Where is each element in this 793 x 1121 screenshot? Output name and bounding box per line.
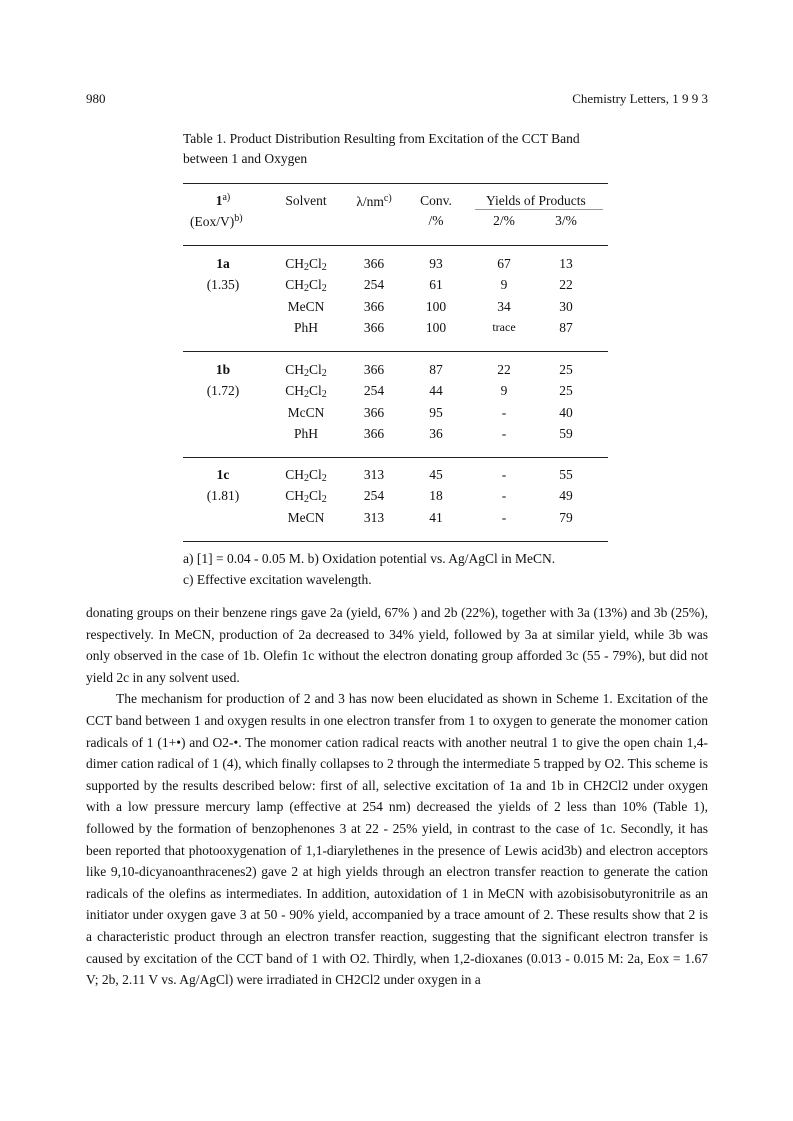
lambda-cell: 313 bbox=[363, 467, 385, 482]
conv-cell: 93 bbox=[429, 256, 443, 271]
yield3-cell: 22 bbox=[559, 277, 573, 292]
lambda-cell: 254 bbox=[363, 488, 385, 503]
yield2-cell: 9 bbox=[500, 383, 508, 398]
lambda-cell: 366 bbox=[363, 299, 385, 314]
solvent-cell: $CH_2Cl_2$ bbox=[285, 383, 327, 400]
yield2-cell: 34 bbox=[497, 299, 511, 314]
solvent-cell: PhH bbox=[293, 426, 318, 441]
table-top-rule bbox=[183, 183, 608, 184]
yield3-cell: 49 bbox=[559, 488, 573, 503]
yield3-cell: 25 bbox=[559, 383, 573, 398]
lambda-cell: 366 bbox=[363, 405, 385, 420]
compound-eox: (1.72) bbox=[206, 383, 240, 398]
yield3-cell: 59 bbox=[559, 426, 573, 441]
lambda-cell: 366 bbox=[363, 320, 385, 335]
yield3-cell: 30 bbox=[559, 299, 573, 314]
conv-cell: 100 bbox=[425, 320, 447, 335]
conv-cell: 45 bbox=[429, 467, 443, 482]
yield3-cell: 13 bbox=[559, 256, 573, 271]
yield3-cell: 40 bbox=[559, 405, 573, 420]
yield2-cell: - bbox=[501, 467, 507, 482]
compound-eox: (1.81) bbox=[206, 488, 240, 503]
yield2-cell: trace bbox=[492, 320, 516, 334]
conv-cell: 44 bbox=[429, 383, 443, 398]
page-number: 980 bbox=[86, 91, 106, 106]
yield3-cell: 25 bbox=[559, 362, 573, 377]
conv-cell: 95 bbox=[429, 405, 443, 420]
header-lambda: $\lambda/nm^{c)}$ bbox=[356, 193, 392, 209]
compound-eox: (1.35) bbox=[206, 277, 240, 292]
lambda-cell: 366 bbox=[363, 256, 385, 271]
yield2-cell: - bbox=[501, 426, 507, 441]
body-text bbox=[86, 602, 708, 991]
lambda-cell: 254 bbox=[363, 383, 385, 398]
body-paragraph-2: The mechanism for production of 2 and 3 has now been elucidated as shown in Scheme 1. Excitation of the CCT band between 1 and oxygen results in one electron transfer from 1 to oxygen to generate the monomer cation radicals of 1 (1+•) and O2-•. The monomer cation radical reacts with another neutral 1 to give the open chain 1,4-dimer cation radical of 1 (4), which finally collapses to 2 through the intermediate 5 trapped by O2. This scheme is supported by the results described below: first of all, selective excitation of 1a and 1b in CH2Cl2 under oxygen with a low pressure mercury lamp (effective at 254 nm) decreased the yields of 2 less than 10% (Table 1), followed by the formation of benzophenones 3 at 22 - 25% yield, in contrast to the case of 1c. Secondly, it has been reported that photooxygenation of 1,1-diarylethenes in the presence of Lewis acid3b) and electron acceptors like 9,10-dicyanoanthracenes2) gave 2 at high yields through an electron transfer reaction to generate the cation radicals of the olefins as intermediates. In addition, autoxidation of 1 in MeCN with azobisisobutyronitrile as an initiator under oxygen gave 3 at 50 - 90% yield, accompanied by a trace amount of 2. These results show that 2 is a characteristic product through an electron transfer reaction, suggesting that the significant electron transfer is caused by excitation of the CCT band of 1 with O2. Thirdly, when 1,2-dioxanes (0.013 - 0.015 M: 2a, Eox = 1.67 V; 2b, 2.11 V vs. Ag/AgCl) were irradiated in CH2Cl2 under oxygen in a bbox=[86, 691, 708, 988]
journal-header: Chemistry Letters, 1 9 9 3 bbox=[572, 91, 708, 106]
yield2-cell: - bbox=[501, 510, 507, 525]
conv-cell: 100 bbox=[425, 299, 447, 314]
solvent-cell: MeCN bbox=[287, 299, 325, 314]
compound-label: 1a bbox=[216, 256, 230, 271]
yield2-cell: 67 bbox=[497, 256, 511, 271]
conv-cell: 61 bbox=[429, 277, 443, 292]
lambda-cell: 254 bbox=[363, 277, 385, 292]
solvent-cell: $CH_2Cl_2$ bbox=[285, 467, 327, 484]
table-bottom-rule bbox=[183, 541, 608, 542]
table-footnote-1: a) [1] = 0.04 - 0.05 M. b) Oxidation potential vs. Ag/AgCl in MeCN. bbox=[183, 551, 556, 566]
header-yields: Yields of Products bbox=[486, 193, 586, 208]
yield2-cell: 9 bbox=[500, 277, 508, 292]
header-conv-unit: /% bbox=[428, 213, 444, 228]
yield2-cell: - bbox=[501, 405, 507, 420]
solvent-cell: $CH_2Cl_2$ bbox=[285, 256, 327, 273]
solvent-cell: MeCN bbox=[287, 510, 325, 525]
conv-cell: 41 bbox=[429, 510, 443, 525]
solvent-cell: PhH bbox=[293, 320, 318, 335]
conv-cell: 87 bbox=[429, 362, 443, 377]
header-compound: 1$^{a)}$ bbox=[215, 192, 231, 208]
yield3-cell: 87 bbox=[559, 320, 573, 335]
yields-subrule bbox=[475, 209, 603, 210]
header-conv: Conv. bbox=[420, 193, 452, 208]
yield2-cell: - bbox=[501, 488, 507, 503]
header-eox: $(Eox/V)^{b)}$ bbox=[190, 213, 243, 229]
lambda-cell: 366 bbox=[363, 426, 385, 441]
table-footnote-2: c) Effective excitation wavelength. bbox=[183, 572, 372, 587]
yield3-cell: 55 bbox=[559, 467, 573, 482]
compound-label: 1b bbox=[215, 362, 231, 377]
header-yield-2: 2/% bbox=[493, 213, 515, 228]
body-paragraph-1: donating groups on their benzene rings gave 2a (yield, 67% ) and 2b (22%), together with 3a (13%) and 3b (25%), respectively. In MeCN, production of 2a decreased to 34% yield, followed by 3a at similar yield, while 3b was only observed in the case of 1b. Olefin 1c without the electron donating group afforded 3c (55 - 79%), but did not yield 2c in any solvent used. bbox=[86, 605, 708, 685]
lambda-cell: 366 bbox=[363, 362, 385, 377]
conv-cell: 36 bbox=[429, 426, 443, 441]
header-yield-3: 3/% bbox=[555, 213, 577, 228]
table-caption bbox=[183, 129, 623, 169]
conv-cell: 18 bbox=[429, 488, 443, 503]
yield2-cell: 22 bbox=[497, 362, 511, 377]
table-caption-line1: Table 1. Product Distribution Resulting from Excitation of the CCT Band bbox=[183, 131, 580, 146]
group-rule-2 bbox=[183, 457, 608, 458]
solvent-cell: $CH_2Cl_2$ bbox=[285, 277, 327, 294]
compound-label: 1c bbox=[216, 467, 230, 482]
table-header-rule bbox=[183, 245, 608, 246]
group-rule-1 bbox=[183, 351, 608, 352]
table-caption-line2: between 1 and Oxygen bbox=[183, 151, 308, 166]
solvent-cell: McCN bbox=[287, 405, 325, 420]
solvent-cell: $CH_2Cl_2$ bbox=[285, 362, 327, 379]
header-solvent: Solvent bbox=[285, 193, 327, 208]
solvent-cell: $CH_2Cl_2$ bbox=[285, 488, 327, 505]
lambda-cell: 313 bbox=[363, 510, 385, 525]
yield3-cell: 79 bbox=[559, 510, 573, 525]
